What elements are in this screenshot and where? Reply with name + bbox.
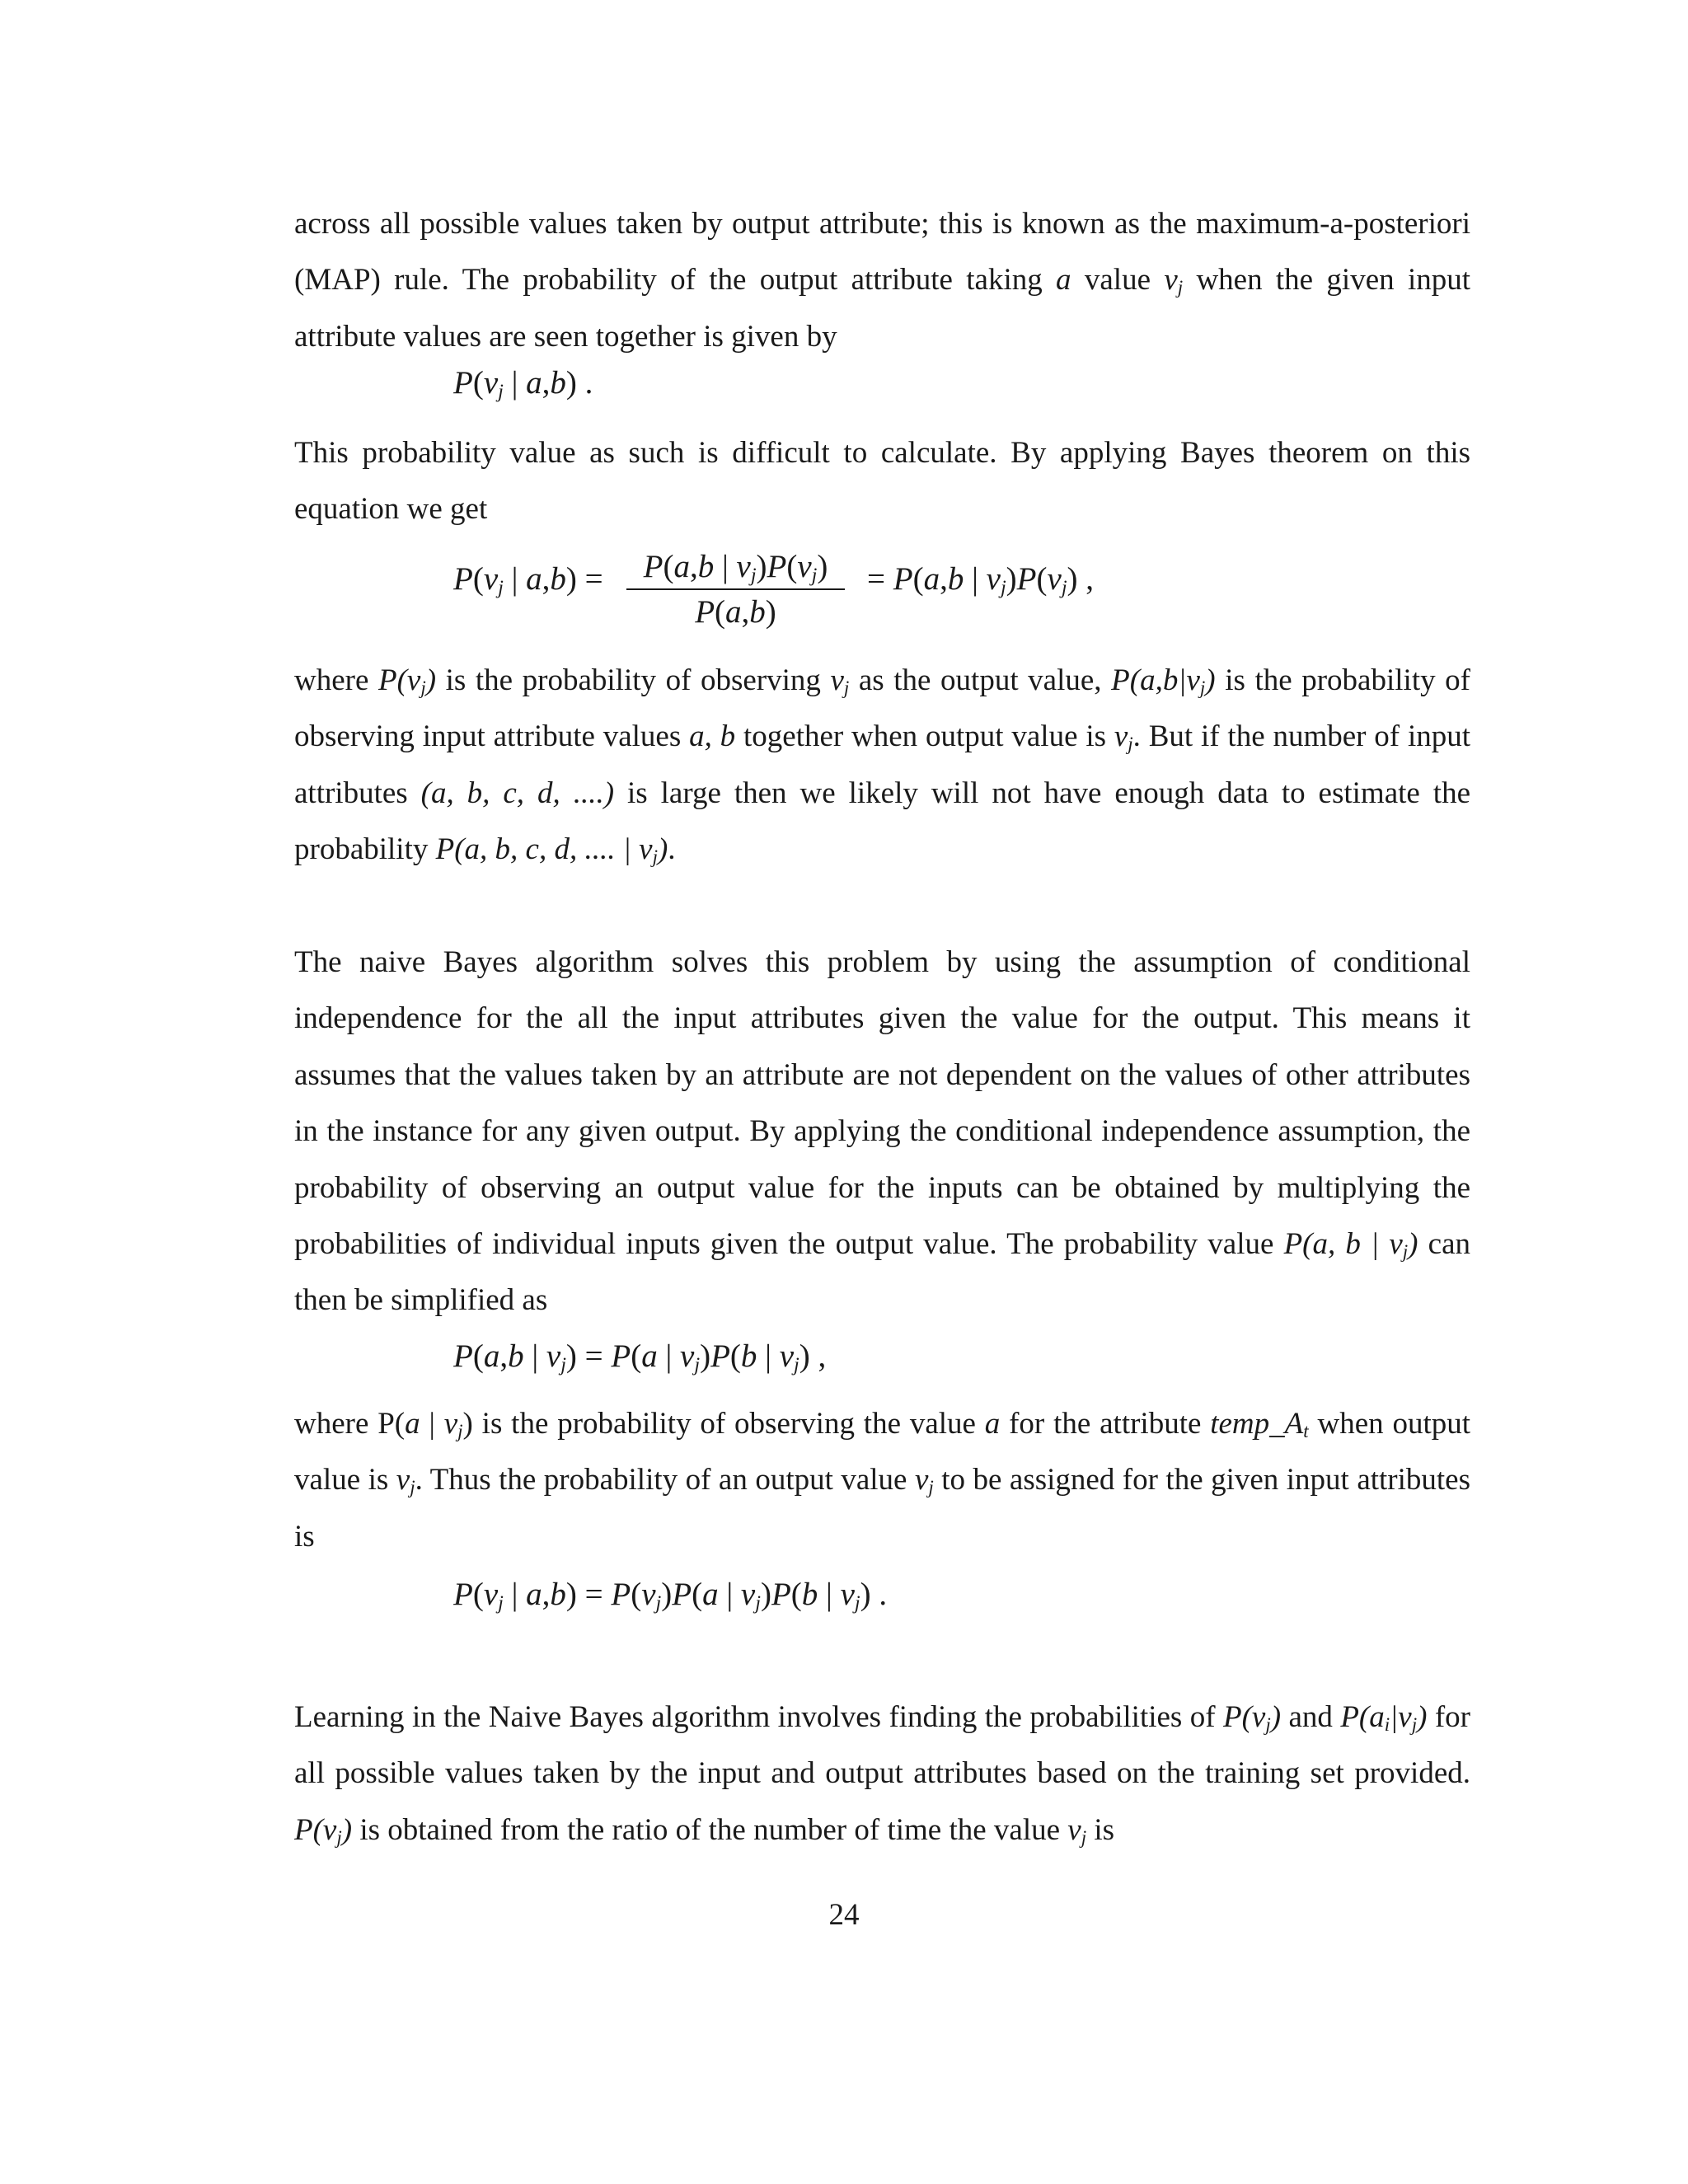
fraction-bar [626,588,845,590]
paragraph-naive-bayes-assumption: The naive Bayes algorithm solves this problem by using the assumption of conditional independence for the all the input attributes given the value for the output. This means it assumes that the values taken by an attribute are not dependent on the values of other attributes in the instance for any given output. By applying the conditional independence assumption, the probability of observing an output value for the inputs can be obtained by multiplying the probabilities of individual inputs given the output value. The probability value P(a, b | $v_j$) can then be simplified as [294,945,1470,1318]
equation-posterior: $P(v_j$ | a,b) . [453,365,593,403]
paragraph-attribute-probability: where P(a | $v_j$) is the probability of observing the value a for the attribute $temp\_A_t$ when output value is $v_j$. Thus the probability of an output value $v_j$ to be assigned for the given input attributes is [294,1407,1471,1554]
paragraph-probability-definitions: where $P(v_j)$ is the probability of observing $v_j$ as the output value, $P(a,b|v_j)$ is the probability of observing input attribute values a, b together when output value is $v_j$. But if the number of input attributes (a, b, c, d, ....) is large then we likely will not have enough data to estimate the probability P(a, b, c, d, .... | $v_j$). [294,663,1471,868]
paragraph-bayes-intro: This probability value as such is difficult to calculate. By applying Bayes theorem on this equation we get [294,436,1470,527]
equation-naive-bayes-posterior: $P(v_j$ | $a,b) = P(v_j)P(a$ | $v_j)P(b$ | $v_j$) . [453,1577,888,1615]
paragraph-learning: Learning in the Naive Bayes algorithm involves finding the probabilities of $P(v_j)$ and $P(a_i|v_j)$ for all possible values taken by the input and output attributes based on the training set provided. $P(v_j)$ is obtained from the ratio of the number of time the value $v_j$ is [294,1700,1470,1848]
paragraph-map-rule: across all possible values taken by output attribute; this is known as the maximum-a-posteriori (MAP) rule. The probability of the output attribute taking a value $v_j$ when the given input attribute values are seen together is given by [294,207,1471,354]
equation-bayes-rhs: = P(a,b | $v_j)P(v_j)$ , [867,561,1095,599]
equation-bayes-fraction: P(a,b | $v_j)P(v_j)$ P(a,b) [626,548,845,630]
page-number: 24 [828,1898,860,1932]
equation-bayes-lhs: $P(v_j$ | a,b) = [453,561,603,599]
equation-conditional-independence: P(a,b | $v_j) = P(a$ | $v_j)P(b$ | $v_j$) , [453,1338,827,1376]
